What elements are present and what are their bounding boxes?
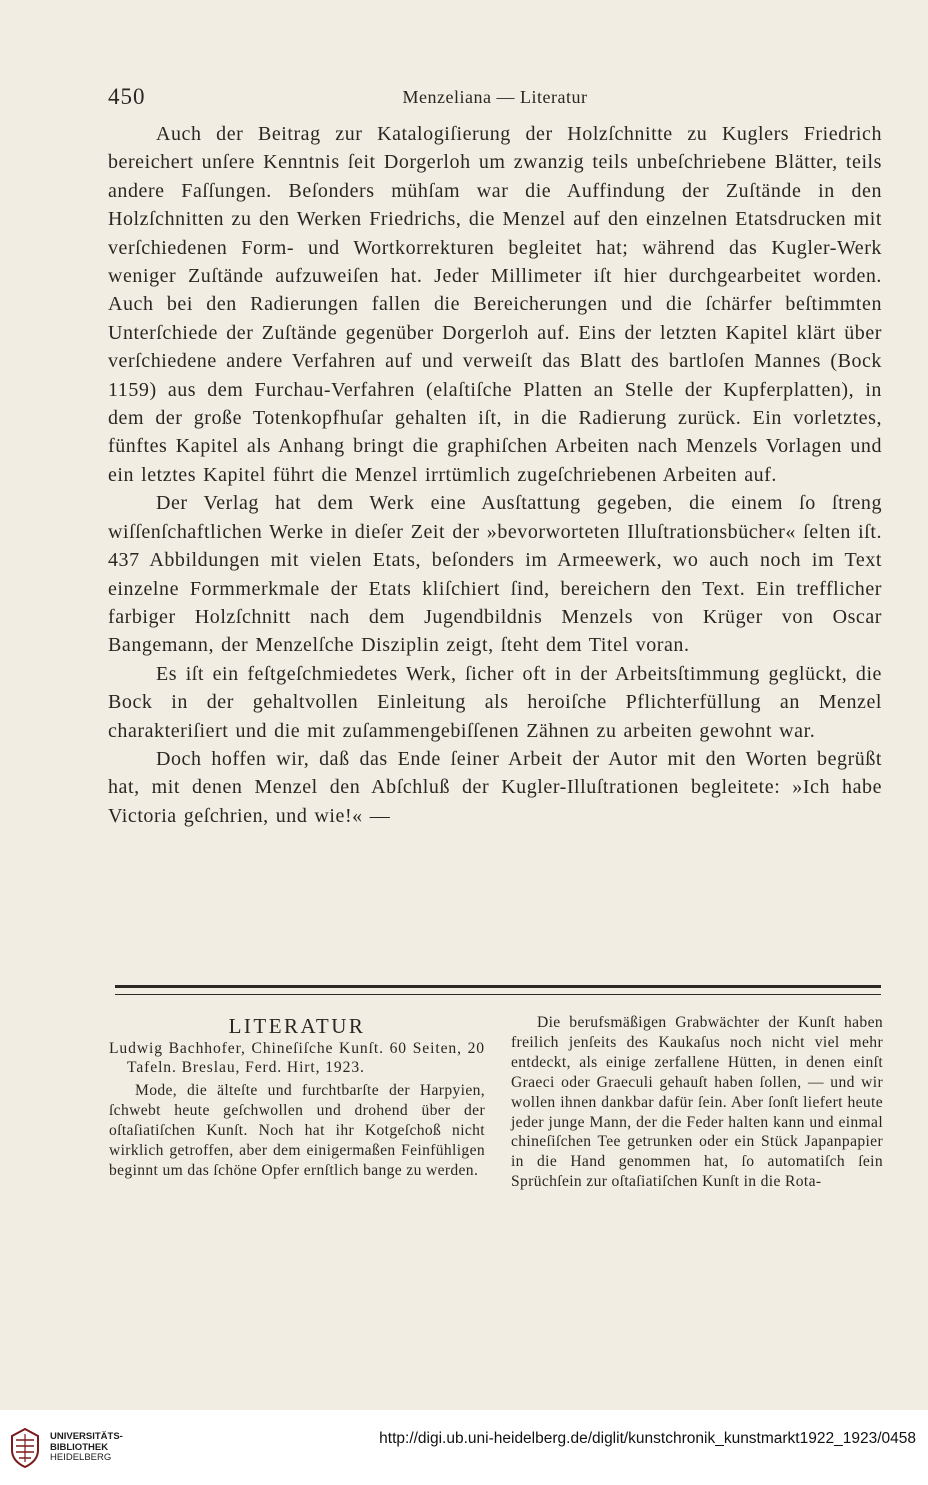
review-text-right: Die berufsmäßigen Grabwächter der Kunſt haben freilich jenſeits des Kaukaſus noch nicht viel mehr entdeckt, als einige zerfallene Hütten, in denen einſt Graeci oder Graeculi gehauſt haben ſollen, — und wir wollen ihnen dankbar dafür ſein. Aber ſonſt liefert heute jeder junge Mann, der die Feder halten kann und einmal chineſiſchen Tee getrunken oder ein Stück Japanpapier in die Hand genommen hat, ſo automatiſch ſein Sprüchſein zur oſtaſiatiſchen Kunſt in die Rota- — [511, 1014, 883, 1191]
paragraph-4: Doch hoffen wir, daß das Ende ſeiner Arbeit der Autor mit den Worten begrüßt hat, mit denen Menzel den Abſchluß der Kugler-Illuſtrationen begleitete: »Ich habe Victoria geſchrien, und wie!« — — [108, 747, 882, 827]
logo-line-2: BIBLIOTHEK — [50, 1441, 109, 1453]
source-url-link[interactable]: http://digi.ub.uni-heidelberg.de/diglit/kunstchronik_kunstmarkt1922_1923/0458 — [379, 1430, 916, 1447]
book-reference: Ludwig Bachhofer, Chineſiſche Kunſt. 60 Seiten, 20 Tafeln. Breslau, Ferd. Hirt, 1923. — [109, 1040, 485, 1076]
university-seal-icon — [10, 1428, 40, 1468]
logo-line-3: HEIDELBERG — [50, 1452, 112, 1463]
paragraph-3: Es iſt ein feſtgeſchmiedetes Werk, ſicher oft in der Arbeitsſtimmung geglückt, die Bock in der gehaltvollen Einleitung als heroiſche Pflichterfüllung an Menzel charakteriſiert und die mit zuſammengebiſſenen Zähnen zu arbeiten gewohnt war. — [108, 662, 882, 742]
paragraph-1: Auch der Beitrag zur Katalogiſierung der Holzſchnitte zu Kuglers Friedrich bereichert unſere Kenntnis ſeit Dorgerloh um zwanzig teils unbeſchriebene Blätter, teils andere Faſſungen. Beſonders mühſam war die Auffindung der Zuſtände in den Holzſchnitten zu den Werken Friedrichs, die Menzel auf den einzelnen Etatsdrucken mit verſchiedenen Form- und Wortkorrekturen begleitet hat; während das Kugler-Werk weniger Zuſtände aufzuweiſen hat. Jeder Millimeter iſt hier durchgearbeitet worden. Auch bei den Radierungen fallen die Bereicherungen und die ſchärfer beſtimmten Unterſchiede der Zuſtände gegenüber Dorgerloh auf. Eins der letzten Kapitel klärt über verſchiedene andere Verfahren auf und verweiſt das Blatt des bartloſen Mannes (Bock 1159) aus dem Furchau-Verfahren (elaſtiſche Platten an Stelle der Kupferplatten), in dem der große Totenkopfhuſar gehalten iſt, in die Radierung zurück. Ein vorletztes, fünftes Kapitel als Anhang bringt die graphiſchen Arbeiten nach Menzels Vorlagen und ein letztes Kapitel führt die Menzel irrtümlich zugeſchriebenen Arbeiten auf. — [108, 123, 882, 486]
literatur-heading: LITERATUR — [228, 1014, 366, 1038]
paragraph-2: Der Verlag hat dem Werk eine Ausſtattung gegeben, die einem ſo ſtreng wiſſenſchaftlichen Werke in dieſer Zeit der »bevorworteten Illuſtrationsbücher« ſelten iſt. 437 Abbildungen mit vielen Etats, beſonders im Armeewerk, wo auch noch im Text einzelne Formmerkmale der Etats kliſchiert ſind, bereichern den Text. Ein trefflicher farbiger Holzſchnitt nach dem Jugendbildnis Menzels von Krüger von Oscar Bangemann, der Menzelſche Disziplin zeigt, ſteht dem Titel voran. — [108, 492, 882, 657]
page-number: 450 — [108, 84, 146, 109]
section-divider-rule — [115, 985, 881, 995]
main-article-text — [108, 120, 882, 830]
running-title: Menzeliana — Literatur — [402, 87, 588, 107]
logo-line-1: UNIVERSITÄTS- — [50, 1431, 123, 1442]
literatur-right-column — [511, 1013, 883, 1192]
page-header — [108, 84, 882, 114]
library-logo-text — [50, 1432, 123, 1464]
review-text-left: Mode, die älteſte und furchtbarſte der Harpyien, ſchwebt heute geſchwollen und drohend über der oſtaſiatiſchen Kunſt. Noch hat ihr Kotgeſchoß nicht wirklich getroffen, aber dem einigermaßen Feinfühligen beginnt um das ſchöne Opfer ernſtlich bange zu werden. — [109, 1082, 485, 1179]
literatur-left-column — [109, 1013, 485, 1181]
